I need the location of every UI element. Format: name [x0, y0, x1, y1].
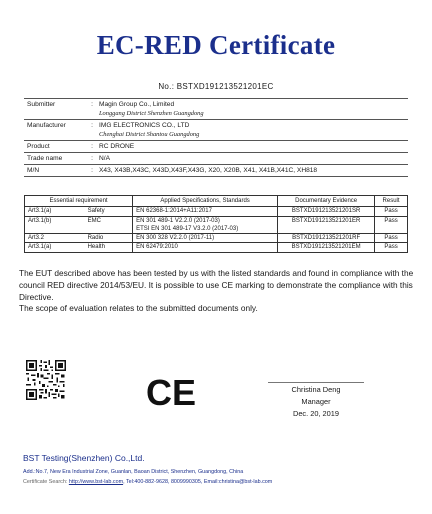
info-label: Submitter — [24, 99, 88, 120]
footer-contact-line: Certificate Search: http://www.bst-lab.com, Tel:400-882-9628, 8009990305, Email:christina@bst-lab.com — [23, 479, 273, 485]
requirement-spec-line: ETSI EN 301 489-17 V3.2.0 (2017-03) — [136, 225, 239, 232]
signature-date: Dec. 20, 2019 — [292, 409, 340, 418]
info-colon: : — [88, 99, 96, 120]
requirement-result: Pass — [375, 234, 408, 243]
table-row — [25, 207, 408, 216]
info-label: Product — [24, 141, 88, 153]
info-label: Trade name — [24, 153, 88, 165]
footer-company: BST Testing(Shenzhen) Co.,Ltd. — [23, 453, 145, 463]
requirements-table — [24, 195, 408, 253]
requirement-article: Art3.1(b) — [25, 216, 85, 234]
info-colon: : — [88, 153, 96, 165]
info-row-submitter — [24, 99, 408, 120]
info-value-main: Magin Group Co., Limited — [99, 101, 175, 108]
info-colon: : — [88, 165, 96, 177]
compliance-statement — [19, 268, 419, 315]
requirements-header-row — [25, 196, 408, 207]
certificate-number: No.: BSTXD191213521201EC — [158, 82, 274, 91]
qr-code-icon — [26, 360, 66, 400]
header-applied-specifications: Applied Specifications, Standards — [133, 196, 278, 207]
signature-block — [268, 382, 364, 420]
info-label: Manufacturer — [24, 120, 88, 141]
requirement-category: Safety — [85, 207, 133, 216]
info-value — [96, 99, 408, 120]
requirement-spec-line: EN 301 489-1 V2.2.0 (2017-03) — [136, 217, 220, 224]
header-result: Result — [375, 196, 408, 207]
statement-paragraph: The EUT described above has been tested by us with the listed standards and found in compliance with the council RED directive 2014/53/EU. It is possible to use CE marking to demonstrate the compliance with this Directive. — [19, 268, 414, 302]
requirement-evidence: BSTXD191213521201EM — [278, 243, 375, 252]
requirement-result: Pass — [375, 207, 408, 216]
header-documentary-evidence: Documentary Evidence — [278, 196, 375, 207]
footer-search-label: Certificate Search: — [23, 479, 68, 485]
info-value-address: Chenghai District Shantou Guangdong — [99, 131, 200, 138]
requirement-evidence: BSTXD191213521201SR — [278, 207, 375, 216]
info-value: N/A — [96, 153, 408, 165]
requirement-category: Radio — [85, 234, 133, 243]
requirement-evidence: BSTXD191213521201RF — [278, 234, 375, 243]
footer — [23, 453, 423, 487]
info-row-manufacturer — [24, 120, 408, 141]
signatory-name: Christina Deng — [291, 385, 341, 394]
table-row — [25, 243, 408, 252]
requirement-spec: EN 62368-1:2014+A11:2017 — [133, 207, 278, 216]
requirement-category: Health — [85, 243, 133, 252]
ce-mark-text: CE — [146, 374, 196, 410]
requirement-spec: EN 62479:2010 — [133, 243, 278, 252]
footer-address: Add.:No.7, New Era Industrial Zone, Guanlan, Baoan District, Shenzhen, Guangdong, China — [23, 469, 244, 475]
info-colon: : — [88, 120, 96, 141]
requirement-article: Art3.1(a) — [25, 243, 85, 252]
info-value: X43, X43B,X43C, X43D,X43F,X43G, X20, X20B, X41, X41B,X41C, XH818 — [96, 165, 408, 177]
header-essential-requirement: Essential requirement — [25, 196, 133, 207]
info-value: RC DRONE — [96, 141, 408, 153]
requirement-category: EMC — [85, 216, 133, 234]
table-row — [25, 234, 408, 243]
info-row-model-number — [24, 165, 408, 177]
info-colon: : — [88, 141, 96, 153]
footer-search-link[interactable]: http://www.bst-lab.com — [68, 479, 124, 485]
ce-mark-icon — [146, 374, 196, 410]
info-row-product — [24, 141, 408, 153]
requirement-article: Art3.1(a) — [25, 207, 85, 216]
requirement-result: Pass — [375, 243, 408, 252]
signatory-role: Manager — [301, 397, 331, 406]
info-table — [24, 98, 408, 177]
footer-contact: Tel:400-882-9628, 8009990305, Email:christina@bst-lab.com — [125, 479, 273, 485]
requirement-article: Art3.2 — [25, 234, 85, 243]
info-label: M/N — [24, 165, 88, 177]
requirement-result: Pass — [375, 216, 408, 234]
requirement-evidence: BSTXD191213521201ER — [278, 216, 375, 234]
info-value — [96, 120, 408, 141]
info-row-trade-name — [24, 153, 408, 165]
requirement-spec — [133, 216, 278, 234]
statement-scope: The scope of evaluation relates to the submitted documents only. — [19, 303, 258, 314]
requirement-spec: EN 300 328 V2.2.0 (2017-11) — [133, 234, 278, 243]
info-value-main: IMG ELECTRONICS CO., LTD — [99, 122, 190, 129]
info-value-address: Longgang District Shenzhen Guangdong — [99, 110, 204, 117]
certificate-title: EC-RED Certificate — [96, 30, 336, 60]
table-row — [25, 216, 408, 234]
